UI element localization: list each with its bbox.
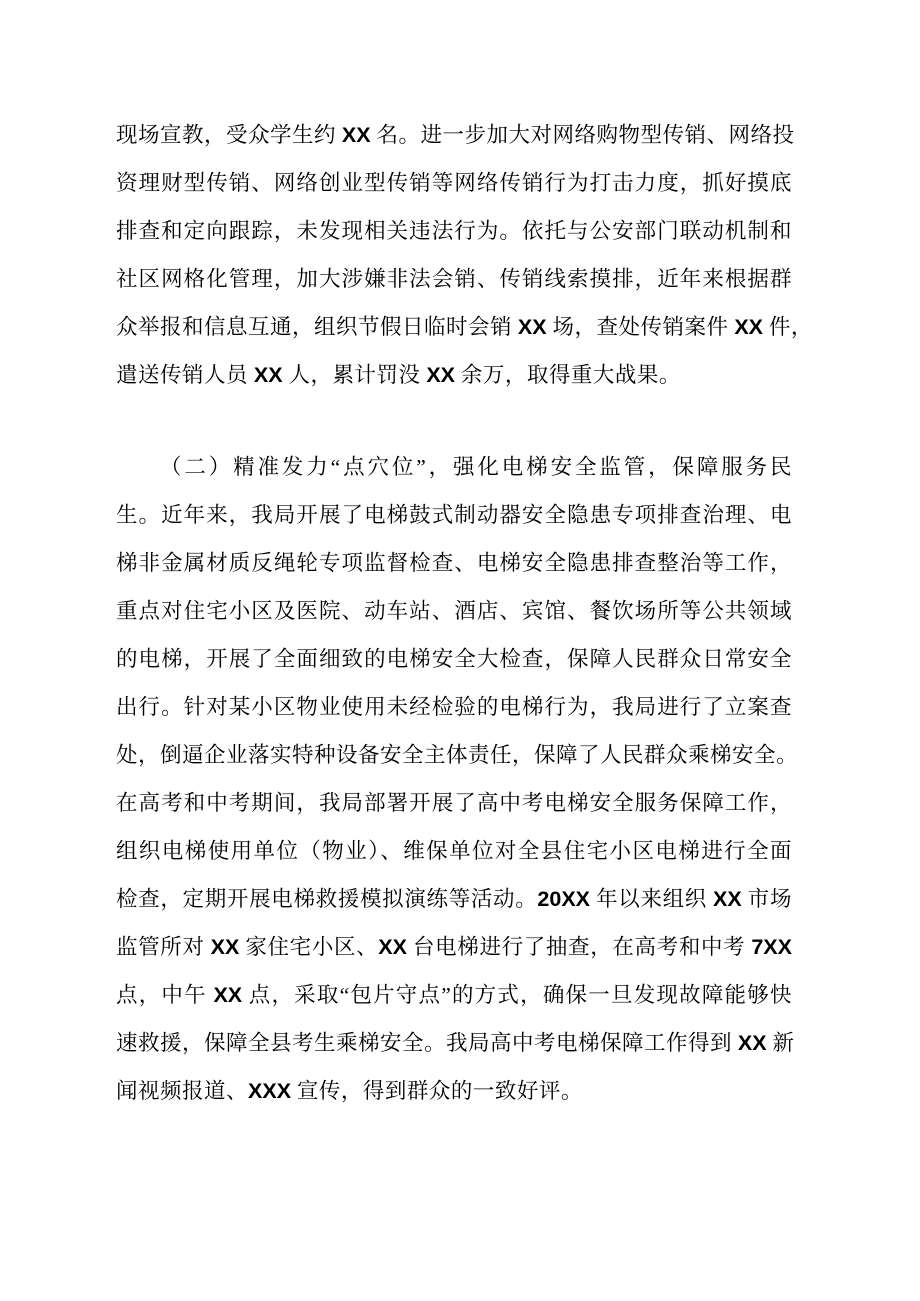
text-line: 梯非金属材质反绳轮专项监督检查、电梯安全隐患排查整治等工作， [116, 551, 792, 575]
text-line: 遣送传销人员 XX 人，累计罚没 XX 余万，取得重大战果。 [116, 363, 681, 387]
text-line: 生。近年来，我局开展了电梯鼓式制动器安全隐患专项排查治理、电 [116, 503, 792, 527]
text-line: 众举报和信息互通，组织节假日临时会销 XX 场，查处传销案件 XX 件， [116, 315, 813, 339]
text-line: 点，中午 XX 点，采取“包片守点”的方式，确保一旦发现故障能够快 [116, 983, 792, 1007]
text-line: 检查，定期开展电梯救援模拟演练等活动。20XX 年以来组织 XX 市场 [116, 887, 792, 911]
text-line: 排查和定向跟踪，未发现相关违法行为。依托与公安部门联动机制和 [116, 219, 792, 243]
text-line: 现场宣教，受众学生约 XX 名。进一步加大对网络购物型传销、网络投 [116, 123, 795, 147]
text-line: 闻视频报道、XXX 宣传，得到群众的一致好评。 [116, 1079, 583, 1103]
text-line: 速救援，保障全县考生乘梯安全。我局高中考电梯保障工作得到 XX 新 [116, 1031, 795, 1055]
text-line: 监管所对 XX 家住宅小区、XX 台电梯进行了抽查，在高考和中考 7XX [116, 935, 792, 959]
text-line: 重点对住宅小区及医院、动车站、酒店、宾馆、餐饮场所等公共领域 [116, 599, 792, 623]
text-line-section-heading: （二）精准发力“点穴位”，强化电梯安全监管，保障服务民 [160, 455, 792, 479]
paragraph [116, 443, 799, 1115]
text-line: 资理财型传销、网络创业型传销等网络传销行为打击力度，抓好摸底 [116, 171, 792, 195]
text-line: 出行。针对某小区物业使用未经检验的电梯行为，我局进行了立案查 [116, 695, 792, 719]
paragraph [116, 111, 813, 399]
text-line: 的电梯，开展了全面细致的电梯安全大检查，保障人民群众日常安全 [116, 647, 792, 671]
text-line: 在高考和中考期间，我局部署开展了高中考电梯安全服务保障工作， [116, 791, 792, 815]
text-line: 组织电梯使用单位（物业）、维保单位对全县住宅小区电梯进行全面 [116, 839, 792, 863]
text-line: 处，倒逼企业落实特种设备安全主体责任，保障了人民群众乘梯安全。 [116, 743, 799, 767]
text-line: 社区网格化管理，加大涉嫌非法会销、传销线索摸排，近年来根据群 [116, 267, 792, 291]
document-body [116, 111, 813, 1115]
